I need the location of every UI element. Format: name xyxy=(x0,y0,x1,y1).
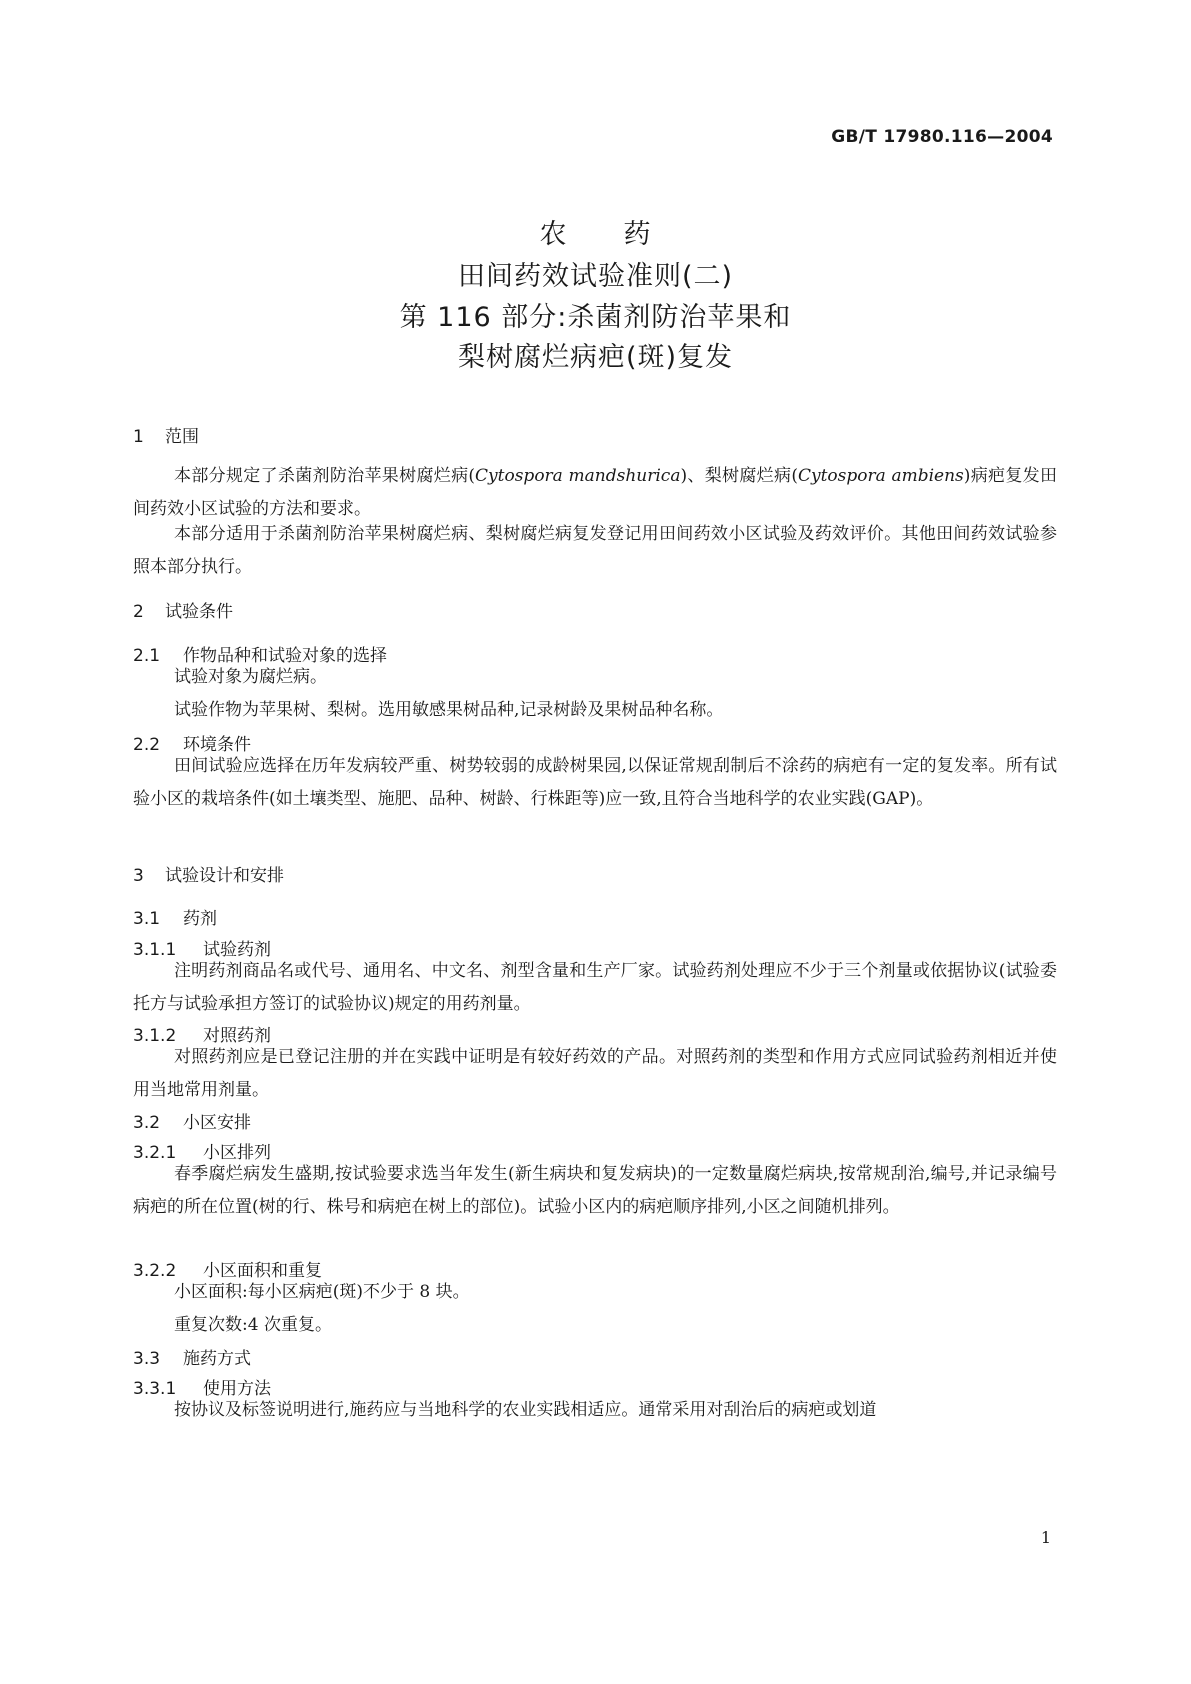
title-line-3: 第 116 部分:杀菌剂防治苹果和 xyxy=(399,302,792,333)
latin-name: Cytospora ambiens xyxy=(797,466,964,486)
section-3-3-heading xyxy=(133,1344,251,1369)
section-number: 3.1.2 xyxy=(133,1026,177,1046)
section-title: 小区排列 xyxy=(203,1143,271,1163)
section-title: 对照药剂 xyxy=(203,1026,271,1046)
section-number: 3.1.1 xyxy=(133,940,177,960)
section-3-2-heading xyxy=(133,1108,251,1133)
section-3-3-1-paragraph-1: 按协议及标签说明进行,施药应与当地科学的农业实践相适应。通常采用对刮治后的病疤或划道 xyxy=(174,1400,877,1420)
section-title: 试验药剂 xyxy=(203,940,271,960)
text-run: )病疤复发田间药效小区试验的方法和要求。 xyxy=(133,466,1057,519)
section-3-2-1-paragraph-1: 春季腐烂病发生盛期,按试验要求选当年发生(新生病块和复发病块)的一定数量腐烂病块,按常规刮治,编号,并记录编号病疤的所在位置(树的行、株号和病疤在树上的部位)。试验小区内的病疤顺序排列,小区之间随机排列。 xyxy=(133,1164,1057,1217)
title-line-2: 田间药效试验准则(二) xyxy=(457,261,734,292)
section-title: 环境条件 xyxy=(183,735,251,755)
section-number: 3.3 xyxy=(133,1349,161,1369)
section-title: 范围 xyxy=(165,427,199,447)
section-3-1-2-paragraph-1: 对照药剂应是已登记注册的并在实践中证明是有较好药效的产品。对照药剂的类型和作用方式应同试验药剂相近并使用当地常用剂量。 xyxy=(133,1047,1057,1100)
section-3-2-2-paragraph-1: 小区面积:每小区病疤(斑)不少于 8 块。 xyxy=(174,1282,470,1302)
section-number: 3.2.1 xyxy=(133,1143,177,1163)
section-title: 施药方式 xyxy=(183,1349,251,1369)
section-1-heading xyxy=(133,422,199,447)
section-3-2-2-paragraph-2: 重复次数:4 次重复。 xyxy=(174,1315,332,1335)
section-number: 3.3.1 xyxy=(133,1379,177,1399)
section-number: 3 xyxy=(133,866,144,886)
section-number: 3.1 xyxy=(133,909,161,929)
section-2-heading xyxy=(133,597,233,622)
section-number: 2.2 xyxy=(133,735,161,755)
page-number: 1 xyxy=(1040,1528,1051,1547)
section-3-1-heading xyxy=(133,904,217,929)
section-1-paragraph-1 xyxy=(133,460,1057,526)
text-run: 本部分规定了杀菌剂防治苹果树腐烂病( xyxy=(174,466,476,486)
section-title: 试验设计和安排 xyxy=(165,866,284,886)
standard-number: GB/T 17980.116—2004 xyxy=(831,127,1053,147)
text-run: )、梨树腐烂病( xyxy=(680,466,798,486)
section-title: 药剂 xyxy=(183,909,217,929)
section-number: 3.2.2 xyxy=(133,1261,177,1281)
section-number: 3.2 xyxy=(133,1113,161,1133)
section-number: 2.1 xyxy=(133,646,161,666)
section-number: 1 xyxy=(133,427,144,447)
section-1-paragraph-2: 本部分适用于杀菌剂防治苹果树腐烂病、梨树腐烂病复发登记用田间药效小区试验及药效评价。其他田间药效试验参照本部分执行。 xyxy=(133,524,1057,577)
section-title: 小区安排 xyxy=(183,1113,251,1133)
section-title: 小区面积和重复 xyxy=(203,1261,322,1281)
section-2-2-paragraph-1: 田间试验应选择在历年发病较严重、树势较弱的成龄树果园,以保证常规刮制后不涂药的病疤有一定的复发率。所有试验小区的栽培条件(如土壤类型、施肥、品种、树龄、行株距等)应一致,且符合当地科学的农业实践(GAP)。 xyxy=(133,756,1057,809)
section-2-1-paragraph-1: 试验对象为腐烂病。 xyxy=(174,667,327,687)
section-3-1-1-paragraph-1: 注明药剂商品名或代号、通用名、中文名、剂型含量和生产厂家。试验药剂处理应不少于三个剂量或依据协议(试验委托方与试验承担方签订的试验协议)规定的用药剂量。 xyxy=(133,961,1057,1014)
section-3-heading xyxy=(133,861,284,886)
latin-name: Cytospora mandshurica xyxy=(475,466,681,486)
title-line-4: 梨树腐烂病疤(斑)复发 xyxy=(457,342,734,373)
section-title: 作物品种和试验对象的选择 xyxy=(183,646,387,666)
title-line-1: 农 药 xyxy=(539,219,652,250)
section-title: 使用方法 xyxy=(203,1379,271,1399)
section-number: 2 xyxy=(133,602,144,622)
section-2-1-paragraph-2: 试验作物为苹果树、梨树。选用敏感果树品种,记录树龄及果树品种名称。 xyxy=(174,700,724,720)
section-title: 试验条件 xyxy=(165,602,233,622)
